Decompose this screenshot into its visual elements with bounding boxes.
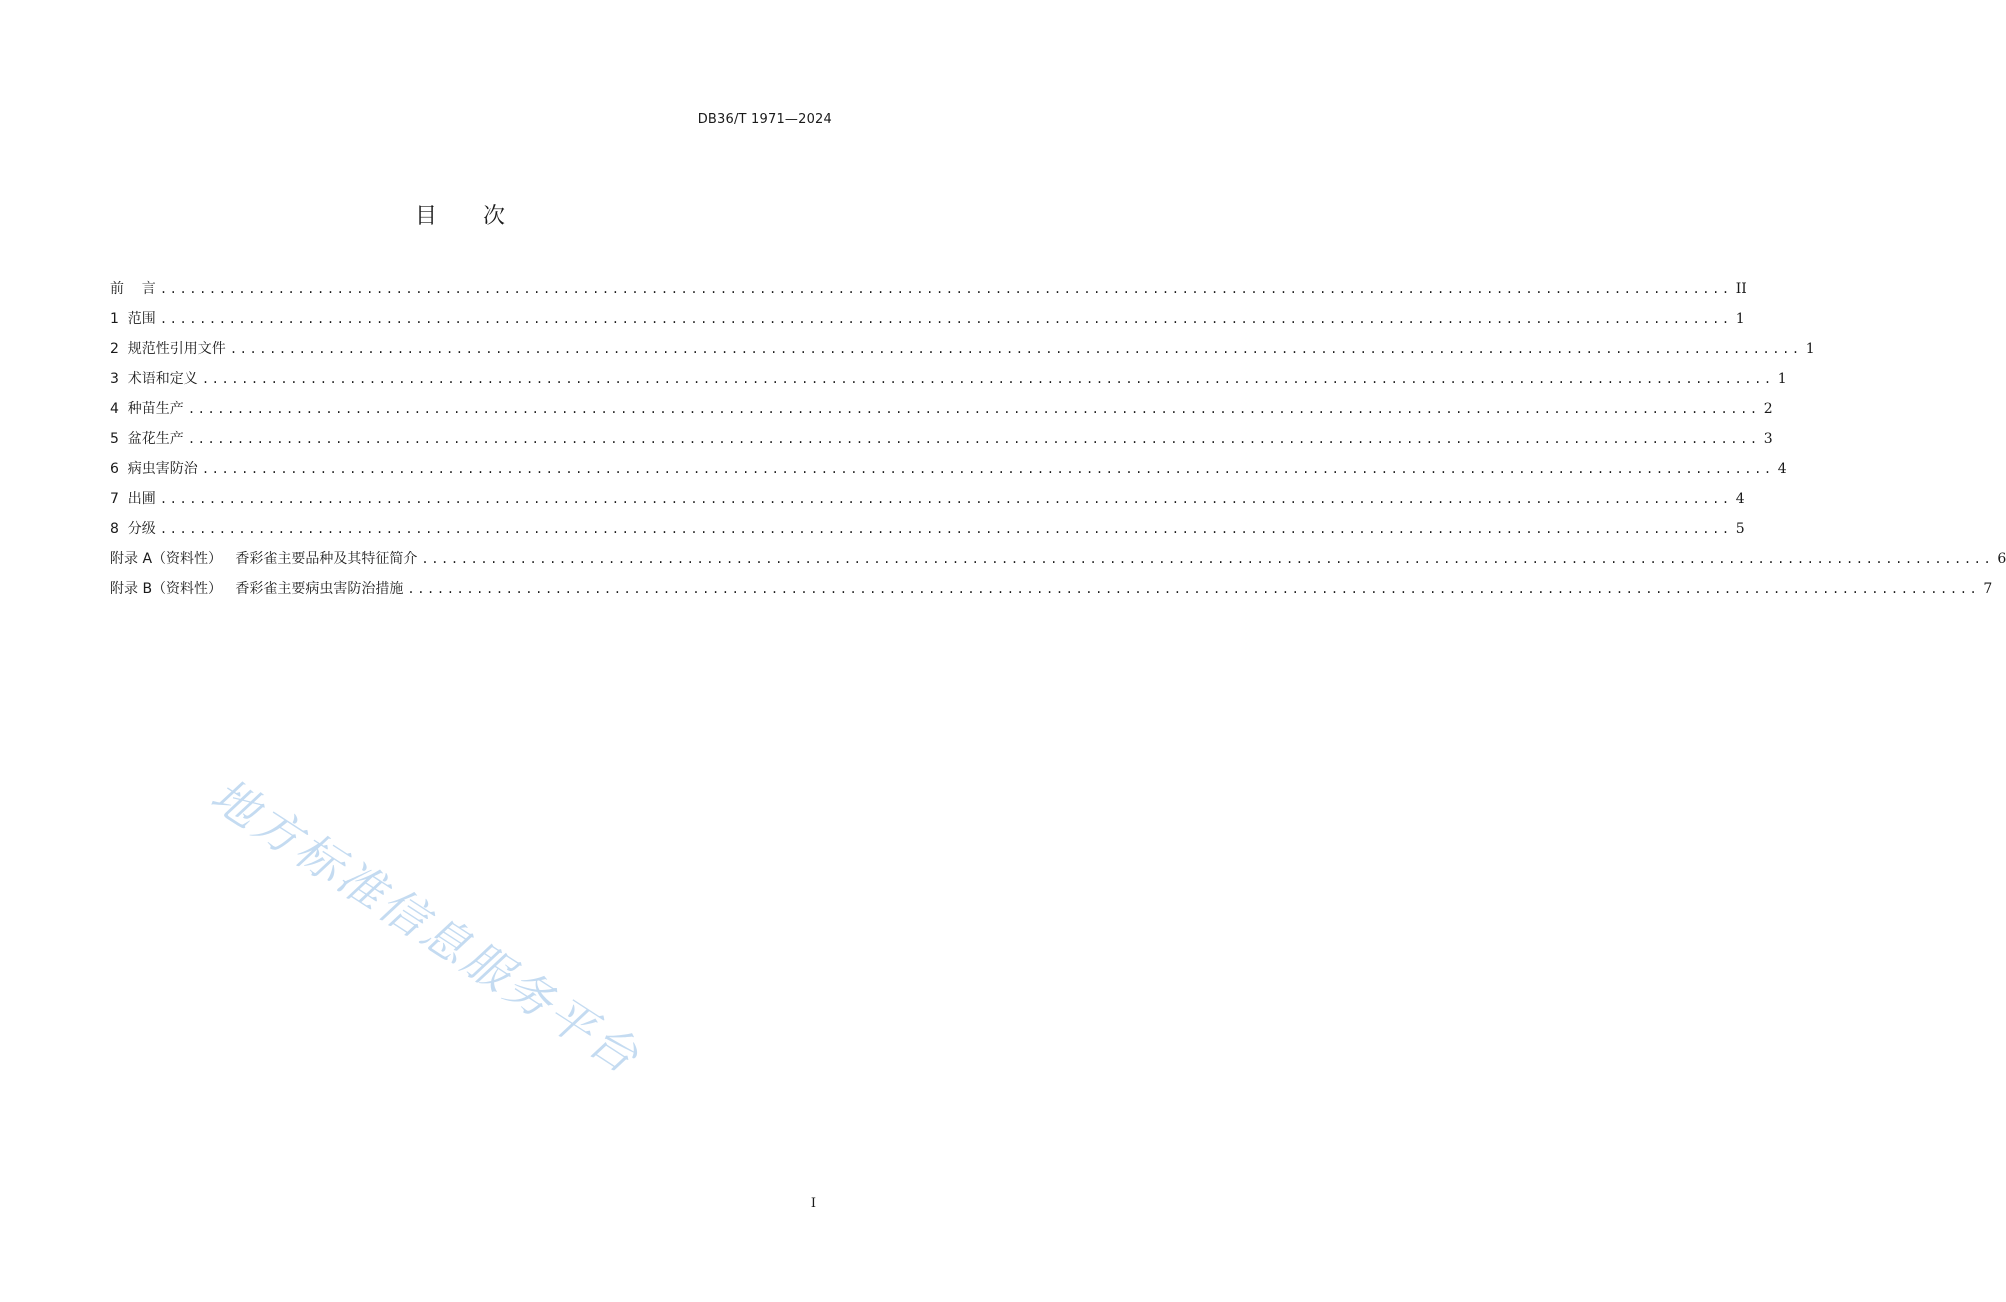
toc-entry-label: 7 出圃 — [110, 491, 156, 507]
table-of-contents — [110, 276, 2006, 606]
toc-entry-appendix-b[interactable] — [110, 576, 1993, 606]
toc-entry-label: 4 种苗生产 — [110, 401, 184, 417]
toc-entry-seedling-production[interactable] — [110, 396, 1773, 426]
toc-leader-dots: ................................................................................................................................................................ — [187, 402, 1760, 416]
page-number: I — [810, 1196, 816, 1211]
toc-entry-label: 5 盆花生产 — [110, 431, 184, 447]
toc-entry-label: 附录 A（资料性） 香彩雀主要品种及其特征简介 — [110, 551, 418, 567]
toc-entry-page: 5 — [1735, 521, 1745, 537]
toc-entry-page: 6 — [1997, 551, 2006, 567]
toc-entry-label: 前 言 — [110, 281, 156, 297]
toc-entry-appendix-a[interactable] — [110, 546, 2006, 576]
toc-entry-label: 8 分级 — [110, 521, 156, 537]
toc-leader-dots: ................................................................................................................................................................ — [421, 552, 1994, 566]
toc-leader-dots: ................................................................................................................................................................ — [407, 582, 1980, 596]
toc-entry-normative-references[interactable] — [110, 336, 1815, 366]
toc-entry-scope[interactable] — [110, 306, 1745, 336]
toc-entry-label: 2 规范性引用文件 — [110, 341, 226, 357]
toc-title-part-1: 目 — [414, 204, 437, 229]
toc-entry-page: 1 — [1805, 341, 1815, 357]
toc-leader-dots: ................................................................................................................................................................ — [159, 492, 1732, 506]
toc-entry-label: 附录 B（资料性） 香彩雀主要病虫害防治措施 — [110, 581, 404, 597]
toc-entry-page: 1 — [1735, 311, 1745, 327]
toc-entry-page: 2 — [1763, 401, 1773, 417]
toc-title — [0, 202, 920, 232]
toc-leader-dots: ................................................................................................................................................................ — [159, 282, 1732, 296]
toc-entry-potted-production[interactable] — [110, 426, 1773, 456]
toc-leader-dots: ................................................................................................................................................................ — [187, 432, 1760, 446]
toc-title-part-2: 次 — [483, 204, 506, 229]
toc-leader-dots: ................................................................................................................................................................ — [159, 522, 1732, 536]
toc-leader-dots: ................................................................................................................................................................ — [229, 342, 1802, 356]
toc-entry-page: 4 — [1777, 461, 1787, 477]
toc-entry-page: 1 — [1777, 371, 1787, 387]
document-code: DB36/T 1971—2024 — [697, 112, 832, 127]
toc-entry-terms-definitions[interactable] — [110, 366, 1787, 396]
watermark: 地方标准信息服务平台 — [201, 767, 651, 1086]
toc-leader-dots: ................................................................................................................................................................ — [159, 312, 1732, 326]
toc-entry-page: II — [1735, 281, 1747, 297]
toc-entry-page: 7 — [1983, 581, 1993, 597]
toc-entry-nursery-release[interactable] — [110, 486, 1745, 516]
toc-entry-pest-control[interactable] — [110, 456, 1787, 486]
toc-entry-label: 1 范围 — [110, 311, 156, 327]
toc-entry-grading[interactable] — [110, 516, 1745, 546]
toc-leader-dots: ................................................................................................................................................................ — [201, 462, 1774, 476]
toc-entry-page: 4 — [1735, 491, 1745, 507]
toc-leader-dots: ................................................................................................................................................................ — [201, 372, 1774, 386]
toc-entry-label: 6 病虫害防治 — [110, 461, 198, 477]
toc-entry-preface[interactable] — [110, 276, 1747, 306]
toc-entry-label: 3 术语和定义 — [110, 371, 198, 387]
toc-entry-page: 3 — [1763, 431, 1773, 447]
